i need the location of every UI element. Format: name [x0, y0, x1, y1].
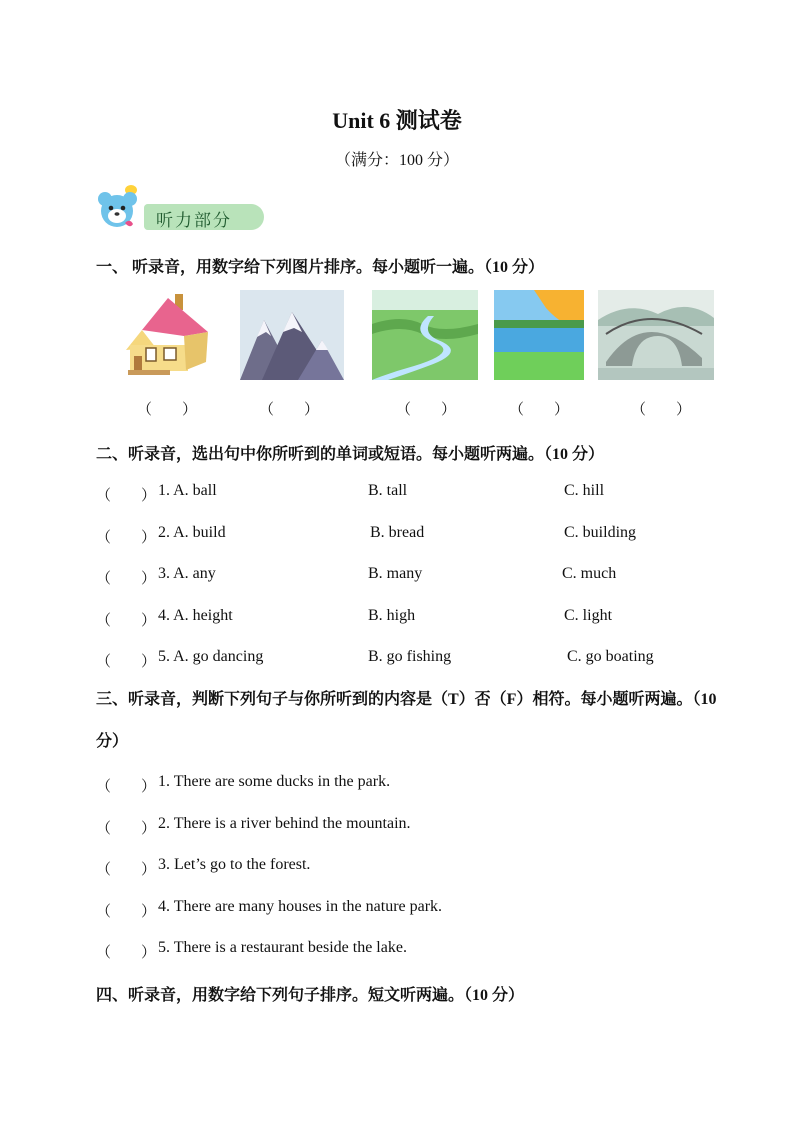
choice-item-1-c: C. hill [564, 482, 605, 499]
listening-banner [94, 182, 266, 234]
choice-item-2-b: B. bread [370, 524, 425, 541]
tf-sentence-1: 1. There are some ducks in the park. [158, 773, 391, 790]
tf-answer-blank-4[interactable]: （ ） [96, 904, 157, 920]
mountain-picture [240, 290, 344, 380]
tf-sentence-4: 4. There are many houses in the nature park. [158, 898, 443, 915]
choice-answer-blank-1[interactable]: （ ） [96, 488, 157, 504]
tf-answer-blank-1[interactable]: （ ） [96, 779, 157, 795]
lake-picture [494, 290, 584, 380]
choice-item-3-b: B. many [368, 565, 423, 582]
choice-item-4-b: B. high [368, 607, 416, 624]
bear-mascot-icon [94, 182, 152, 234]
page-title: Unit 6 测试卷 [332, 108, 462, 133]
choice-item-1-a: 1. A. ball [158, 482, 217, 499]
choice-item-4-c: C. light [564, 607, 613, 624]
choice-item-4-a: 4. A. height [158, 607, 233, 624]
choice-answer-blank-3[interactable]: （ ） [96, 571, 157, 587]
tf-sentence-2: 2. There is a river behind the mountain. [158, 815, 411, 832]
tf-answer-blank-2[interactable]: （ ） [96, 821, 157, 837]
choice-item-3-c: C. much [562, 565, 617, 582]
tf-answer-blank-3[interactable]: （ ） [96, 862, 157, 878]
house-picture [120, 290, 214, 380]
choice-item-2-c: C. building [564, 524, 637, 541]
section3-heading: 三、听录音，判断下列句子与你所听到的内容是（T）否（F）相符。每小题听两遍。（10 分） [96, 691, 717, 750]
choice-item-3-a: 3. A. any [158, 565, 216, 582]
choice-item-5-b: B. go fishing [368, 648, 452, 665]
section1-heading: 一、 听录音，用数字给下列图片排序。每小题听一遍。（10 分） [96, 259, 545, 276]
choice-item-2-a: 2. A. build [158, 524, 226, 541]
picture-answer-blank-4[interactable]: （ ） [509, 402, 570, 418]
choice-answer-blank-5[interactable]: （ ） [96, 654, 157, 670]
tf-answer-blank-5[interactable]: （ ） [96, 945, 157, 961]
choice-item-5-c: C. go boating [567, 648, 654, 665]
choice-item-5-a: 5. A. go dancing [158, 648, 264, 665]
river-picture [372, 290, 478, 380]
picture-answer-blank-3[interactable]: （ ） [396, 402, 457, 418]
bridge-picture [598, 290, 714, 380]
choice-answer-blank-2[interactable]: （ ） [96, 530, 157, 546]
section2-heading: 二、听录音，选出句中你所听到的单词或短语。每小题听两遍。（10 分） [96, 446, 605, 463]
tf-sentence-3: 3. Let’s go to the forest. [158, 856, 311, 873]
banner-label: 听力部分 [156, 211, 232, 231]
tf-sentence-5: 5. There is a restaurant beside the lake. [158, 939, 407, 956]
picture-answer-blank-5[interactable]: （ ） [631, 402, 692, 418]
picture-answer-blank-2[interactable]: （ ） [259, 402, 320, 418]
choice-item-1-b: B. tall [368, 482, 408, 499]
section4-heading: 四、听录音，用数字给下列句子排序。短文听两遍。（10 分） [96, 987, 525, 1004]
choice-answer-blank-4[interactable]: （ ） [96, 613, 157, 629]
picture-answer-blank-1[interactable]: （ ） [137, 402, 198, 418]
page-subtitle: （满分：100 分） [334, 152, 459, 169]
